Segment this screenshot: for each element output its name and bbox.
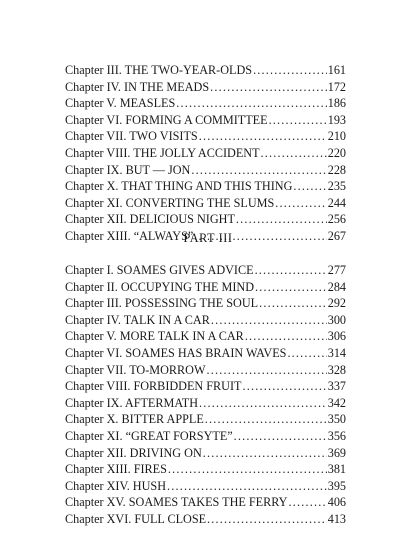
toc-dot-leader [242, 378, 326, 395]
toc-entry-page: 306 [327, 329, 346, 344]
toc-entry-page: 337 [327, 379, 346, 394]
toc-entry-page: 228 [327, 162, 346, 177]
toc-entry-title: Chapter XV. SOAMES TAKES THE FERRY [65, 495, 288, 510]
toc-dot-leader [255, 262, 327, 279]
toc-dot-leader [255, 279, 327, 296]
toc-entry-title: Chapter III. THE TWO-YEAR-OLDS [65, 63, 253, 77]
toc-entry-page: 300 [327, 312, 346, 327]
toc-entry-page: 277 [327, 263, 346, 277]
toc-dot-leader [269, 112, 327, 129]
toc-entry-title: Chapter V. MORE TALK IN A CAR [65, 329, 244, 344]
toc-entry[interactable] [65, 395, 346, 412]
toc-entry-title: Chapter XII. DELICIOUS NIGHT [65, 212, 235, 227]
toc-entry-title: Chapter IV. TALK IN A CAR [65, 312, 210, 327]
toc-entry-title: Chapter XIII. “ALWAYS” [65, 228, 194, 243]
toc-entry[interactable] [65, 312, 346, 329]
toc-entry[interactable] [65, 345, 346, 362]
toc-entry-title: Chapter IV. IN THE MEADS [65, 79, 210, 94]
toc-entry-title: Chapter VII. TO-MORROW [65, 362, 206, 377]
toc-entry-title: Chapter XII. DRIVING ON [65, 445, 202, 460]
toc-entry-title: Chapter XI. CONVERTING THE SLUMS [65, 195, 275, 210]
toc-entry-page: 220 [327, 145, 346, 160]
toc-entry-page: 356 [327, 428, 346, 443]
toc-entry-page: 256 [327, 212, 346, 227]
toc-entry-page: 172 [327, 79, 346, 94]
toc-dot-leader [176, 95, 326, 112]
toc-dot-leader [234, 428, 327, 445]
part-heading: PART III [183, 231, 233, 245]
toc-entry-page: 235 [327, 179, 346, 194]
toc-entry-title: Chapter IX. AFTERMATH [65, 395, 199, 410]
toc-entry-title: Chapter XIV. HUSH [65, 478, 166, 493]
toc-entry-title: Chapter III. POSSESSING THE SOUL [65, 296, 259, 311]
toc-dot-leader [168, 461, 327, 478]
toc-entry[interactable] [65, 478, 346, 495]
toc-dot-leader [253, 62, 327, 79]
toc-entry[interactable] [65, 79, 346, 96]
toc-entry-title: Chapter II. OCCUPYING THE MIND [65, 279, 255, 294]
toc-dot-leader [261, 145, 327, 162]
toc-entry[interactable] [65, 279, 346, 296]
toc-entry-page: 292 [327, 296, 346, 311]
toc-entry[interactable] [65, 328, 346, 345]
toc-entry[interactable] [65, 62, 346, 79]
toc-entry[interactable] [65, 211, 346, 228]
toc-entry-page: 328 [327, 362, 346, 377]
toc-entry-title: Chapter VI. SOAMES HAS BRAIN WAVES [65, 345, 287, 360]
toc-dot-leader [210, 79, 327, 96]
toc-dot-leader [288, 494, 326, 511]
toc-entry[interactable] [65, 411, 346, 428]
toc-dot-leader [191, 162, 326, 179]
toc-entry-title: Chapter XIII. FIRES [65, 462, 167, 477]
toc-dot-leader [199, 395, 327, 412]
toc-dot-leader [206, 362, 326, 379]
toc-entry-page: 244 [327, 195, 346, 210]
toc-dot-leader [211, 312, 327, 329]
toc-entry-page: 186 [327, 96, 346, 111]
toc-entry-title: Chapter X. THAT THING AND THIS THING [65, 179, 293, 194]
toc-entry-page: 395 [327, 478, 346, 493]
toc-dot-leader [259, 295, 327, 312]
toc-list-part-two [65, 62, 346, 245]
toc-dot-leader [167, 478, 327, 495]
toc-entry-title: Chapter XI. “GREAT FORSYTE” [65, 428, 233, 443]
toc-entry[interactable] [65, 494, 346, 511]
toc-entry-page: 350 [327, 412, 346, 427]
toc-entry-page: 161 [327, 63, 346, 77]
toc-entry-title: Chapter XVI. FULL CLOSE [65, 511, 207, 526]
toc-entry[interactable] [65, 95, 346, 112]
toc-entry-title: Chapter VI. FORMING A COMMITTEE [65, 112, 268, 127]
toc-dot-leader [245, 328, 327, 345]
toc-dot-leader [199, 128, 327, 145]
toc-entry-title: Chapter IX. BUT — JON [65, 162, 191, 177]
toc-dot-leader [275, 195, 326, 212]
toc-entry-page: 342 [327, 395, 346, 410]
toc-entry-title: Chapter X. BITTER APPLE [65, 412, 204, 427]
toc-entry[interactable] [65, 162, 346, 179]
toc-entry[interactable] [65, 145, 346, 162]
toc-entry-page: 369 [327, 445, 346, 460]
toc-entry[interactable] [65, 461, 346, 478]
toc-entry-page: 381 [327, 462, 346, 477]
toc-entry-title: Chapter VIII. THE JOLLY ACCIDENT [65, 145, 260, 160]
toc-entry[interactable] [65, 112, 346, 129]
toc-entry[interactable] [65, 295, 346, 312]
toc-entry-page: 413 [327, 511, 346, 526]
toc-entry-page: 284 [327, 279, 346, 294]
toc-entry[interactable] [65, 378, 346, 395]
toc-entry[interactable] [65, 262, 346, 279]
toc-entry[interactable] [65, 128, 346, 145]
toc-entry-page: 267 [327, 228, 346, 243]
toc-entry[interactable] [65, 511, 346, 528]
toc-dot-leader [205, 411, 327, 428]
toc-entry-title: Chapter V. MEASLES [65, 96, 176, 111]
toc-entry-page: 314 [327, 345, 346, 360]
toc-dot-leader [207, 511, 327, 528]
toc-dot-leader [293, 178, 326, 195]
toc-entry-title: Chapter VII. TWO VISITS [65, 129, 198, 144]
toc-dot-leader [236, 211, 327, 228]
toc-entry-page: 406 [327, 495, 346, 510]
toc-dot-leader [287, 345, 326, 362]
toc-dot-leader [203, 445, 327, 462]
toc-entry-page: 193 [327, 112, 346, 127]
toc-entry[interactable] [65, 445, 346, 462]
toc-entry[interactable] [65, 195, 346, 212]
toc-entry[interactable] [65, 428, 346, 445]
toc-entry-page: 210 [327, 129, 346, 144]
toc-entry-title: Chapter I. SOAMES GIVES ADVICE [65, 263, 254, 277]
toc-list-part-three [65, 262, 346, 528]
toc-entry[interactable] [65, 178, 346, 195]
toc-entry[interactable] [65, 362, 346, 379]
toc-entry-title: Chapter VIII. FORBIDDEN FRUIT [65, 379, 242, 394]
